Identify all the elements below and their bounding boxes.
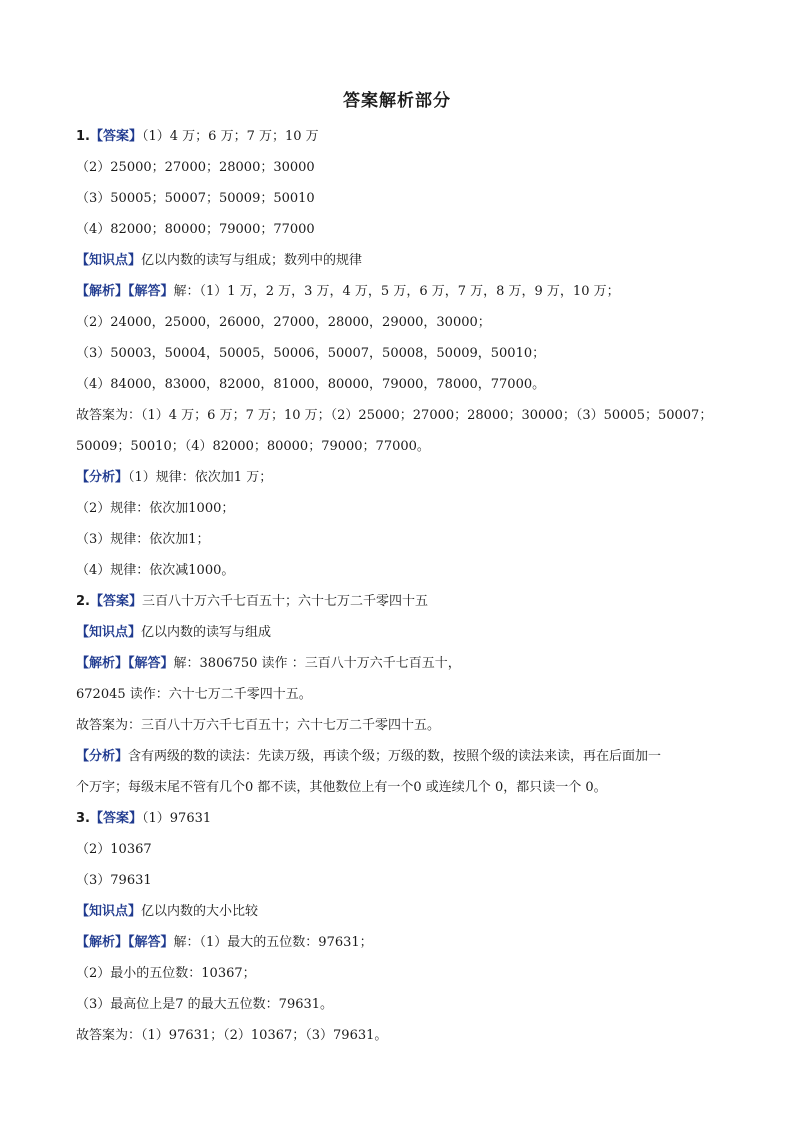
q1-final-1: 故答案为：（1）4 万；6 万；7 万；10 万；（2）25000；27000；28000；30000；（3）50005；50007；	[76, 408, 713, 423]
q1-analysis-2: （2）24000，25000，26000，27000，28000，29000，30000；	[76, 315, 491, 330]
q2-analysis-line	[76, 648, 736, 679]
q1-knowledge-tag: 【知识点】	[76, 253, 142, 268]
q2-number: 2.	[76, 594, 90, 609]
q3-knowledge: 亿以内数的大小比较	[141, 904, 259, 919]
q1-fenxi-line	[76, 462, 736, 493]
q1-fenxi-4: （4）规律：依次减1000。	[76, 563, 235, 578]
q2-knowledge-line	[76, 617, 736, 648]
q1-analysis-line	[76, 276, 736, 307]
q3-answer-3: （3）79631	[76, 873, 152, 888]
q2-analysis-2: 672045 读作：六十七万二千零四十五。	[76, 687, 312, 702]
q3-analysis-2: （2）最小的五位数：10367；	[76, 966, 256, 981]
q1-answer-line	[76, 121, 736, 152]
q1-knowledge-line	[76, 245, 736, 276]
q2-knowledge: 亿以内数的读写与组成	[141, 625, 272, 640]
q2-knowledge-tag: 【知识点】	[76, 625, 142, 640]
q1-fenxi-tag: 【分析】	[76, 470, 129, 485]
q3-knowledge-line	[76, 896, 736, 927]
q2-answer-tag: 【答案】	[89, 594, 142, 609]
q2-answer-line	[76, 586, 736, 617]
q3-number: 3.	[76, 811, 90, 826]
q2-analysis-tag: 【解析】	[76, 656, 129, 671]
q2-fenxi-line	[76, 741, 736, 772]
q2-answer: 三百八十万六千七百五十；六十七万二千零四十五	[142, 594, 429, 609]
q3-knowledge-tag: 【知识点】	[76, 904, 142, 919]
q3-answer-line	[76, 803, 736, 834]
q3-analysis-line	[76, 927, 736, 958]
answer-content	[76, 121, 736, 1051]
q3-final: 故答案为：（1）97631；（2）10367；（3）79631。	[76, 1028, 388, 1043]
q1-analysis-3: （3）50003，50004，50005，50006，50007，50008，50009，50010；	[76, 346, 546, 361]
q1-answer-1: （1）4 万；6 万；7 万；10 万	[142, 129, 319, 144]
q1-fenxi-2: （2）规律：依次加1000；	[76, 501, 235, 516]
q3-analysis-3: （3）最高位上是7 的最大五位数：79631。	[76, 997, 334, 1012]
q1-number: 1.	[76, 129, 90, 144]
q1-answer-2: （2）25000；27000；28000；30000	[76, 160, 315, 175]
q3-answer-2: （2）10367	[76, 842, 152, 857]
page-title: 答案解析部分	[343, 91, 451, 111]
q1-answer-3: （3）50005；50007；50009；50010	[76, 191, 315, 206]
q2-analysis-1: 解：3806750 读作 ：三百八十万六千七百五十，	[173, 656, 461, 671]
q1-solution-tag: 【解答】	[128, 284, 174, 299]
q1-answer-tag: 【答案】	[89, 129, 142, 144]
q2-fenxi-2: 个万字；每级末尾不管有几个0 都不读，其他数位上有一个0 或连续几个 0，都只读一个 0。	[76, 780, 607, 795]
q1-fenxi-3: （3）规律：依次加1；	[76, 532, 210, 547]
q3-solution-tag: 【解答】	[128, 935, 174, 950]
q3-answer-tag: 【答案】	[89, 811, 142, 826]
q3-answer-1: （1）97631	[142, 811, 212, 826]
q2-fenxi-1: 含有两级的数的读法：先读万级，再读个级；万级的数，按照个级的读法来读，再在后面加一	[128, 749, 662, 764]
q1-final-2: 50009；50010；（4）82000；80000；79000；77000。	[76, 439, 430, 454]
q2-fenxi-tag: 【分析】	[76, 749, 129, 764]
q3-analysis-tag: 【解析】	[76, 935, 129, 950]
q1-analysis-1: 解：（1）1 万，2 万，3 万，4 万，5 万，6 万，7 万，8 万，9 万，10 万；	[173, 284, 620, 299]
q2-final: 故答案为：三百八十万六千七百五十；六十七万二千零四十五。	[76, 718, 441, 733]
q2-solution-tag: 【解答】	[128, 656, 174, 671]
q3-analysis-1: 解：（1）最大的五位数：97631；	[173, 935, 373, 950]
q1-analysis-tag: 【解析】	[76, 284, 129, 299]
q1-answer-4: （4）82000；80000；79000；77000	[76, 222, 315, 237]
q1-knowledge: 亿以内数的读写与组成；数列中的规律	[141, 253, 363, 268]
q1-analysis-4: （4）84000，83000，82000，81000，80000，79000，78000，77000。	[76, 377, 546, 392]
q1-fenxi-1: （1）规律：依次加1 万；	[128, 470, 273, 485]
